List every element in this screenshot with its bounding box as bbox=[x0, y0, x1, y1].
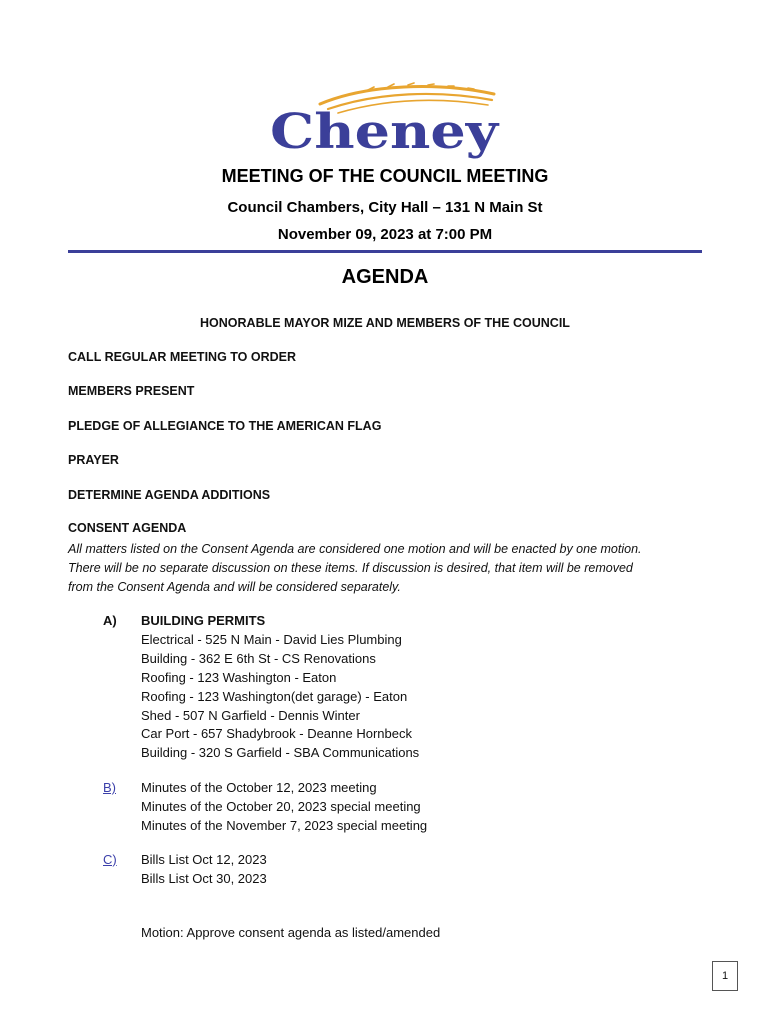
permit-line: Roofing - 123 Washington(det garage) - Eaton bbox=[141, 688, 408, 704]
item-a-heading: BUILDING PERMITS bbox=[141, 613, 266, 628]
greeting: HONORABLE MAYOR MIZE AND MEMBERS OF THE COUNCIL bbox=[200, 316, 570, 330]
consent-note-line: There will be no separate discussion on these items. If discussion is desired, that item will be removed bbox=[68, 561, 633, 575]
minutes-line: Minutes of the October 12, 2023 meeting bbox=[141, 780, 377, 795]
consent-note-line: All matters listed on the Consent Agenda are considered one motion and will be enacted by one motion. bbox=[68, 542, 642, 556]
consent-motion: Motion: Approve consent agenda as listed/amended bbox=[141, 925, 441, 940]
item-c-link[interactable]: C) bbox=[103, 852, 117, 867]
cheney-logo bbox=[268, 82, 504, 162]
item-c-bills bbox=[141, 851, 267, 889]
meeting-location: Council Chambers, City Hall – 131 N Main St bbox=[227, 199, 543, 216]
section-consent-agenda: CONSENT AGENDA bbox=[68, 521, 187, 535]
section-members-present: MEMBERS PRESENT bbox=[68, 384, 195, 398]
meeting-title: MEETING OF THE COUNCIL MEETING bbox=[221, 166, 549, 186]
bills-line: Bills List Oct 12, 2023 bbox=[141, 852, 267, 867]
item-a-letter: A) bbox=[103, 613, 117, 628]
consent-note bbox=[68, 540, 718, 597]
permit-line: Roofing - 123 Washington - Eaton bbox=[141, 669, 337, 685]
bills-line: Bills List Oct 30, 2023 bbox=[141, 870, 267, 886]
item-b-minutes bbox=[141, 779, 427, 836]
permit-line: Car Port - 657 Shadybrook - Deanne Hornbeck bbox=[141, 726, 412, 742]
minutes-line: Minutes of the November 7, 2023 special meeting bbox=[141, 817, 428, 833]
page-number: 1 bbox=[712, 961, 738, 991]
permit-line: Electrical - 525 N Main - David Lies Plumbing bbox=[141, 631, 402, 647]
section-agenda-additions: DETERMINE AGENDA ADDITIONS bbox=[68, 488, 271, 502]
permit-line: Building - 320 S Garfield - SBA Communications bbox=[141, 745, 420, 761]
item-a-building-permits bbox=[141, 612, 419, 763]
agenda-heading: AGENDA bbox=[341, 266, 429, 288]
consent-note-line: from the Consent Agenda and will be considered separately. bbox=[68, 580, 401, 594]
section-call-to-order: CALL REGULAR MEETING TO ORDER bbox=[68, 350, 297, 364]
item-b-link[interactable]: B) bbox=[103, 780, 116, 795]
header-divider bbox=[68, 250, 702, 253]
permit-line: Building - 362 E 6th St - CS Renovations bbox=[141, 650, 376, 666]
minutes-line: Minutes of the October 20, 2023 special meeting bbox=[141, 798, 421, 814]
logo-wordmark: Cheney bbox=[270, 104, 501, 160]
section-pledge: PLEDGE OF ALLEGIANCE TO THE AMERICAN FLAG bbox=[68, 419, 382, 433]
permit-line: Shed - 507 N Garfield - Dennis Winter bbox=[141, 707, 360, 723]
meeting-datetime: November 09, 2023 at 7:00 PM bbox=[277, 226, 493, 243]
section-prayer: PRAYER bbox=[68, 453, 119, 467]
